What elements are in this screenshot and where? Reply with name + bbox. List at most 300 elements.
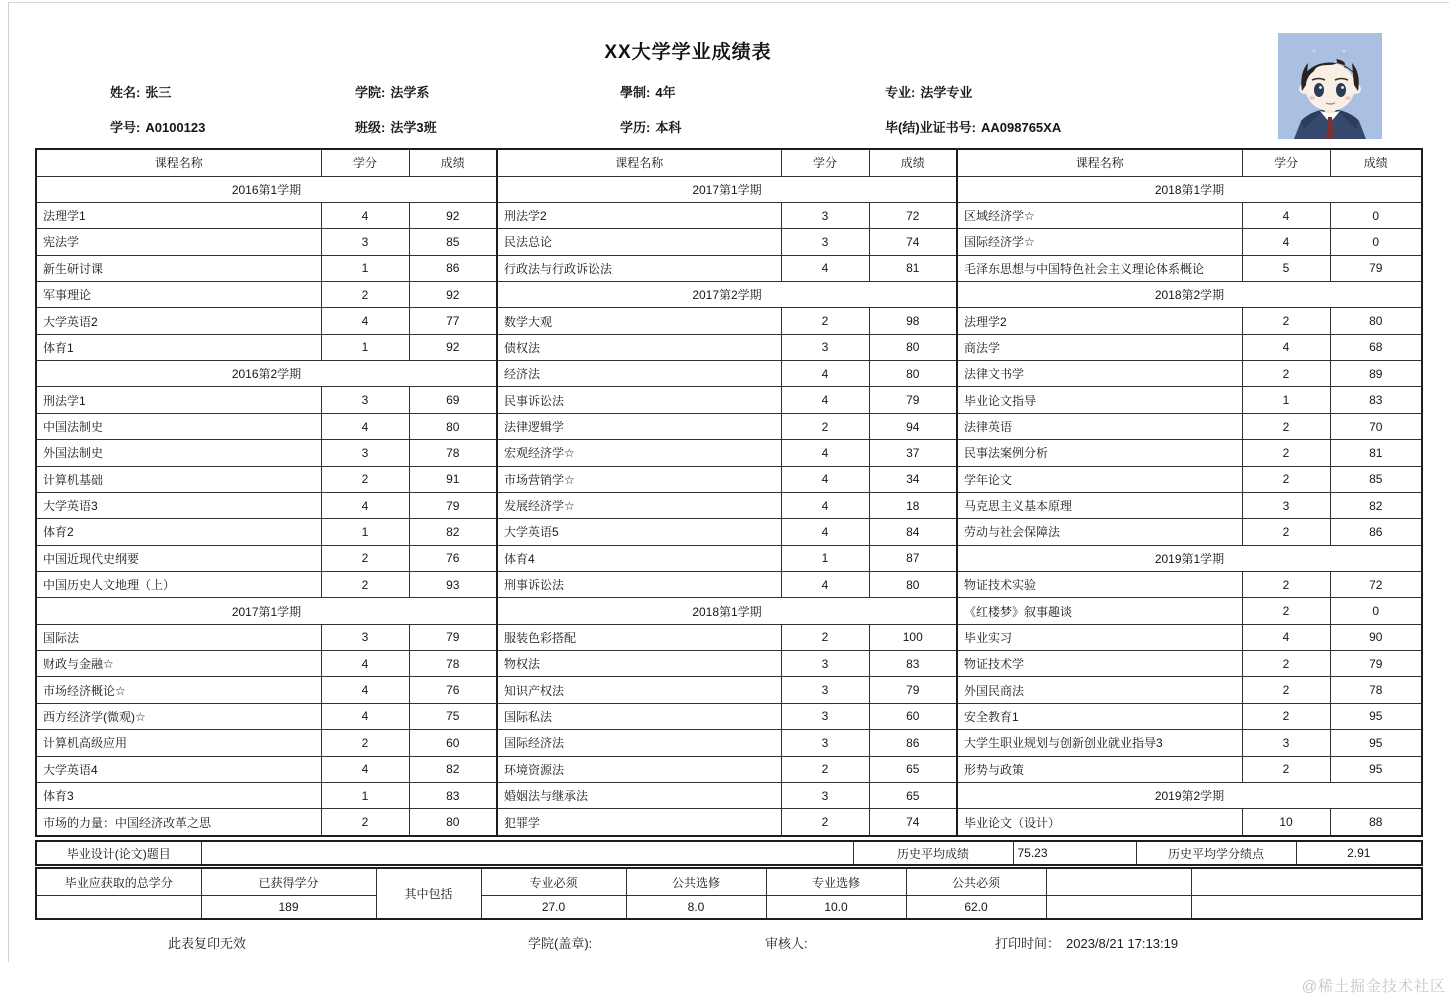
course-name-cell: 外国民商法 — [957, 677, 1242, 703]
credits-cell: 3 — [321, 440, 409, 466]
summary-credits-table — [35, 867, 1423, 920]
credits-cell: 4 — [321, 756, 409, 782]
course-name-cell: 新生研讨课 — [36, 255, 321, 281]
grade-cell: 70 — [1330, 413, 1422, 439]
course-name-cell: 体育2 — [36, 519, 321, 545]
summary-credits-value-row — [36, 896, 1422, 919]
grade-cell: 83 — [409, 782, 497, 808]
grade-cell: 0 — [1330, 202, 1422, 228]
credits-cell: 3 — [781, 730, 869, 756]
table-row — [36, 782, 1422, 808]
credits-cell: 4 — [781, 361, 869, 387]
credits-cell: 4 — [781, 492, 869, 518]
thesis-title-label: 毕业设计(论文)题目 — [36, 841, 201, 865]
grade-cell: 0 — [1330, 598, 1422, 624]
credits-cell: 4 — [781, 571, 869, 597]
course-name-cell: 物证技术实验 — [957, 571, 1242, 597]
column-header-cell: 学分 — [781, 149, 869, 176]
semester-header-cell: 2019第2学期 — [957, 782, 1422, 808]
field-college — [355, 82, 429, 101]
course-name-cell: 宪法学 — [36, 229, 321, 255]
grade-cell: 92 — [409, 282, 497, 308]
table-row — [36, 492, 1422, 518]
page-title: XX大学学业成绩表 — [604, 42, 772, 63]
course-name-cell: 物证技术学 — [957, 651, 1242, 677]
grade-cell: 65 — [869, 756, 957, 782]
semester-header-cell: 2018第2学期 — [957, 282, 1422, 308]
grade-cell: 90 — [1330, 624, 1422, 650]
credits-cell: 2 — [1242, 571, 1330, 597]
course-name-cell: 计算机基础 — [36, 466, 321, 492]
table-row — [36, 176, 1422, 202]
grade-cell: 80 — [869, 361, 957, 387]
college-seal-label: 学院(盖章): — [528, 936, 593, 951]
print-time — [995, 933, 1178, 952]
grade-cell: 92 — [409, 334, 497, 360]
table-row — [36, 624, 1422, 650]
course-name-cell: 刑法学1 — [36, 387, 321, 413]
field-name — [110, 82, 171, 101]
credits-cell: 3 — [781, 229, 869, 255]
grade-cell: 78 — [409, 440, 497, 466]
credits-cell: 4 — [781, 440, 869, 466]
grade-cell: 100 — [869, 624, 957, 650]
grade-cell: 79 — [1330, 255, 1422, 281]
grade-cell: 83 — [869, 651, 957, 677]
semester-header-cell: 2019第1学期 — [957, 545, 1422, 571]
column-header-cell: 学分 — [321, 149, 409, 176]
course-name-cell: 体育1 — [36, 334, 321, 360]
avg-gpa-value: 2.91 — [1296, 841, 1422, 865]
credits-cell: 4 — [1242, 624, 1330, 650]
field-degree — [620, 117, 681, 136]
semester-header-cell: 2016第2学期 — [36, 361, 497, 387]
grade-cell: 82 — [409, 756, 497, 782]
course-name-cell: 中国历史人文地理（上） — [36, 571, 321, 597]
grade-cell: 60 — [869, 703, 957, 729]
table-row — [36, 677, 1422, 703]
table-row — [36, 229, 1422, 255]
table-row — [36, 308, 1422, 334]
course-name-cell: 国际经济学☆ — [957, 229, 1242, 255]
watermark: @稀土掘金技术社区 — [1301, 978, 1446, 995]
course-name-cell: 西方经济学(微观)☆ — [36, 703, 321, 729]
credits-cell: 2 — [321, 571, 409, 597]
credits-cell: 10 — [1242, 809, 1330, 836]
semester-header-cell: 2018第1学期 — [957, 176, 1422, 202]
grade-cell: 80 — [409, 809, 497, 836]
course-name-cell: 毕业论文指导 — [957, 387, 1242, 413]
grade-cell: 89 — [1330, 361, 1422, 387]
course-name-cell: 民事诉讼法 — [497, 387, 781, 413]
grade-cell: 84 — [869, 519, 957, 545]
category-value: 27.0 — [481, 896, 626, 919]
course-name-cell: 刑事诉讼法 — [497, 571, 781, 597]
field-college-value: 法学系 — [390, 85, 430, 100]
course-name-cell: 债权法 — [497, 334, 781, 360]
grade-cell: 81 — [869, 255, 957, 281]
field-name-value: 张三 — [145, 85, 172, 100]
table-row — [36, 413, 1422, 439]
thesis-title-value — [201, 841, 853, 865]
course-name-cell: 数学大观 — [497, 308, 781, 334]
course-name-cell: 体育4 — [497, 545, 781, 571]
credits-cell: 1 — [781, 545, 869, 571]
grade-cell: 83 — [1330, 387, 1422, 413]
course-name-cell: 市场营销学☆ — [497, 466, 781, 492]
category-value: 8.0 — [626, 896, 766, 919]
grade-cell: 85 — [409, 229, 497, 255]
course-name-cell: 服装色彩搭配 — [497, 624, 781, 650]
course-name-cell: 知识产权法 — [497, 677, 781, 703]
grade-cell: 74 — [869, 229, 957, 255]
column-header-cell: 成绩 — [1330, 149, 1422, 176]
summary-credits-header-row — [36, 868, 1422, 896]
credits-cell: 2 — [321, 282, 409, 308]
column-header-cell: 课程名称 — [497, 149, 781, 176]
grade-cell: 60 — [409, 730, 497, 756]
credits-cell: 4 — [321, 413, 409, 439]
course-name-cell: 民事法案例分析 — [957, 440, 1242, 466]
field-certificate-no — [885, 117, 1061, 136]
grade-cell: 98 — [869, 308, 957, 334]
grade-cell: 95 — [1330, 703, 1422, 729]
field-college-label: 学院: — [355, 85, 386, 100]
credits-cell: 2 — [1242, 651, 1330, 677]
credits-cell: 2 — [781, 756, 869, 782]
course-name-cell: 国际法 — [36, 624, 321, 650]
course-name-cell: 婚姻法与继承法 — [497, 782, 781, 808]
course-name-cell: 安全教育1 — [957, 703, 1242, 729]
field-degree-label: 学历: — [620, 120, 651, 135]
course-name-cell: 大学英语3 — [36, 492, 321, 518]
field-certificate-no-label: 毕(结)业证书号: — [885, 120, 976, 135]
grade-cell: 78 — [409, 651, 497, 677]
credits-cell: 2 — [321, 545, 409, 571]
credits-cell: 2 — [1242, 677, 1330, 703]
field-student-id — [110, 117, 205, 136]
field-class-value: 法学3班 — [390, 120, 437, 135]
course-name-cell: 大学英语2 — [36, 308, 321, 334]
credits-cell: 2 — [1242, 361, 1330, 387]
credits-cell: 5 — [1242, 255, 1330, 281]
empty-cell — [1191, 868, 1422, 896]
credits-cell: 2 — [781, 413, 869, 439]
avg-gpa-label: 历史平均学分绩点 — [1136, 841, 1296, 865]
credits-cell: 3 — [321, 387, 409, 413]
field-class — [355, 117, 437, 136]
credits-cell: 4 — [321, 651, 409, 677]
course-name-cell: 学年论文 — [957, 466, 1242, 492]
credits-cell: 4 — [321, 492, 409, 518]
credits-cell: 3 — [781, 782, 869, 808]
semester-header-cell: 2016第1学期 — [36, 176, 497, 202]
field-duration-value: 4年 — [655, 85, 676, 100]
credits-cell: 4 — [1242, 202, 1330, 228]
grade-cell: 86 — [869, 730, 957, 756]
credits-cell: 3 — [781, 334, 869, 360]
grade-cell: 18 — [869, 492, 957, 518]
credits-cell: 3 — [781, 703, 869, 729]
grade-cell: 78 — [1330, 677, 1422, 703]
credits-cell: 2 — [1242, 308, 1330, 334]
grade-cell: 37 — [869, 440, 957, 466]
credits-cell: 4 — [321, 202, 409, 228]
credits-cell: 4 — [321, 703, 409, 729]
course-name-cell: 《红楼梦》叙事趣谈 — [957, 598, 1242, 624]
grade-cell: 68 — [1330, 334, 1422, 360]
grade-cell: 86 — [1330, 519, 1422, 545]
grade-cell: 82 — [1330, 492, 1422, 518]
column-header-cell: 课程名称 — [957, 149, 1242, 176]
total-required-label: 毕业应获取的总学分 — [36, 868, 201, 896]
grade-cell: 74 — [869, 809, 957, 836]
earned-credits-label: 已获得学分 — [201, 868, 376, 896]
table-row — [36, 545, 1422, 571]
course-name-cell: 军事理论 — [36, 282, 321, 308]
table-row — [36, 334, 1422, 360]
credits-cell: 4 — [1242, 229, 1330, 255]
table-row — [36, 361, 1422, 387]
credits-cell: 2 — [1242, 598, 1330, 624]
course-name-cell: 财政与金融☆ — [36, 651, 321, 677]
grade-cell: 80 — [1330, 308, 1422, 334]
grade-cell: 93 — [409, 571, 497, 597]
course-name-cell: 市场经济概论☆ — [36, 677, 321, 703]
field-major-value: 法学专业 — [920, 85, 973, 100]
transcript-table — [35, 148, 1423, 837]
grade-cell: 69 — [409, 387, 497, 413]
total-required-value — [36, 896, 201, 919]
grade-cell: 0 — [1330, 229, 1422, 255]
column-header-cell: 成绩 — [869, 149, 957, 176]
credits-cell: 3 — [321, 624, 409, 650]
grade-cell: 95 — [1330, 730, 1422, 756]
grade-cell: 81 — [1330, 440, 1422, 466]
column-header-cell: 学分 — [1242, 149, 1330, 176]
grade-cell: 34 — [869, 466, 957, 492]
course-name-cell: 犯罪学 — [497, 809, 781, 836]
course-name-cell: 国际经济法 — [497, 730, 781, 756]
course-name-cell: 宏观经济学☆ — [497, 440, 781, 466]
table-row — [36, 519, 1422, 545]
table-row — [36, 202, 1422, 228]
course-name-cell: 形势与政策 — [957, 756, 1242, 782]
credits-cell: 2 — [1242, 466, 1330, 492]
table-row — [36, 598, 1422, 624]
semester-header-cell: 2018第1学期 — [497, 598, 957, 624]
credits-cell: 2 — [1242, 519, 1330, 545]
category-label: 专业必须 — [481, 868, 626, 896]
credits-cell: 2 — [321, 466, 409, 492]
includes-label: 其中包括 — [376, 868, 481, 919]
field-class-label: 班级: — [355, 120, 386, 135]
semester-header-cell: 2017第1学期 — [497, 176, 957, 202]
column-header-cell: 课程名称 — [36, 149, 321, 176]
course-name-cell: 大学英语5 — [497, 519, 781, 545]
course-name-cell: 大学英语4 — [36, 756, 321, 782]
field-duration — [620, 82, 676, 101]
table-row — [36, 756, 1422, 782]
course-name-cell: 法律逻辑学 — [497, 413, 781, 439]
table-header-row — [36, 149, 1422, 176]
course-name-cell: 马克思主义基本原理 — [957, 492, 1242, 518]
course-name-cell: 毕业实习 — [957, 624, 1242, 650]
course-name-cell: 行政法与行政诉讼法 — [497, 255, 781, 281]
grade-cell: 76 — [409, 677, 497, 703]
field-name-label: 姓名: — [110, 85, 141, 100]
credits-cell: 3 — [1242, 492, 1330, 518]
course-name-cell: 法律文书学 — [957, 361, 1242, 387]
grade-cell: 79 — [409, 624, 497, 650]
course-name-cell: 中国近现代史纲要 — [36, 545, 321, 571]
credits-cell: 2 — [781, 624, 869, 650]
credits-cell: 3 — [1242, 730, 1330, 756]
avg-score-label: 历史平均成绩 — [853, 841, 1013, 865]
empty-cell — [1046, 868, 1191, 896]
earned-credits-value: 189 — [201, 896, 376, 919]
semester-header-cell: 2017第1学期 — [36, 598, 497, 624]
grade-cell: 85 — [1330, 466, 1422, 492]
grade-cell: 86 — [409, 255, 497, 281]
course-name-cell: 计算机高级应用 — [36, 730, 321, 756]
course-name-cell: 商法学 — [957, 334, 1242, 360]
table-row — [36, 703, 1422, 729]
credits-cell: 2 — [781, 809, 869, 836]
course-name-cell: 法律英语 — [957, 413, 1242, 439]
course-name-cell: 发展经济学☆ — [497, 492, 781, 518]
grade-cell: 79 — [869, 387, 957, 413]
course-name-cell: 刑法学2 — [497, 202, 781, 228]
credits-cell: 2 — [321, 730, 409, 756]
credits-cell: 2 — [781, 308, 869, 334]
copy-invalid-notice: 此表复印无效 — [168, 936, 247, 951]
grade-cell: 72 — [1330, 571, 1422, 597]
credits-cell: 3 — [321, 229, 409, 255]
course-name-cell: 区域经济学☆ — [957, 202, 1242, 228]
grade-cell: 82 — [409, 519, 497, 545]
course-name-cell: 毛泽东思想与中国特色社会主义理论体系概论 — [957, 255, 1242, 281]
table-row — [36, 466, 1422, 492]
category-label: 公共选修 — [626, 868, 766, 896]
field-degree-value: 本科 — [655, 120, 682, 135]
table-row — [36, 440, 1422, 466]
empty-cell — [1046, 896, 1191, 919]
credits-cell: 4 — [1242, 334, 1330, 360]
credits-cell: 4 — [321, 677, 409, 703]
course-name-cell: 物权法 — [497, 651, 781, 677]
print-time-label: 打印时间： — [995, 936, 1061, 951]
course-name-cell: 经济法 — [497, 361, 781, 387]
credits-cell: 3 — [781, 677, 869, 703]
field-major — [885, 82, 972, 101]
grade-cell: 88 — [1330, 809, 1422, 836]
credits-cell: 2 — [321, 809, 409, 836]
grade-cell: 75 — [409, 703, 497, 729]
credits-cell: 2 — [1242, 440, 1330, 466]
field-duration-label: 學制: — [620, 85, 651, 100]
credits-cell: 2 — [1242, 413, 1330, 439]
field-student-id-value: A0100123 — [145, 120, 206, 135]
credits-cell: 1 — [321, 519, 409, 545]
table-row — [36, 730, 1422, 756]
grade-cell: 91 — [409, 466, 497, 492]
credits-cell: 2 — [1242, 703, 1330, 729]
category-value: 10.0 — [766, 896, 906, 919]
grade-cell: 80 — [409, 413, 497, 439]
grade-cell: 95 — [1330, 756, 1422, 782]
field-student-id-label: 学号: — [110, 120, 141, 135]
avg-score-value: 75.23 — [1013, 841, 1136, 865]
table-row — [36, 571, 1422, 597]
empty-cell — [1191, 896, 1422, 919]
credits-cell: 1 — [321, 255, 409, 281]
course-name-cell: 劳动与社会保障法 — [957, 519, 1242, 545]
credits-cell: 4 — [781, 255, 869, 281]
course-name-cell: 大学生职业规划与创新创业就业指导3 — [957, 730, 1242, 756]
course-name-cell: 市场的力量：中国经济改革之思 — [36, 809, 321, 836]
grade-cell: 92 — [409, 202, 497, 228]
grade-cell: 79 — [409, 492, 497, 518]
summary-thesis-row — [36, 841, 1422, 865]
transcript-table-body — [36, 149, 1422, 836]
print-time-value: 2023/8/21 17:13:19 — [1066, 936, 1179, 951]
column-header-cell: 成绩 — [409, 149, 497, 176]
table-row — [36, 651, 1422, 677]
credits-cell: 4 — [321, 308, 409, 334]
course-name-cell: 法理学1 — [36, 202, 321, 228]
grade-cell: 79 — [869, 677, 957, 703]
course-name-cell: 外国法制史 — [36, 440, 321, 466]
grade-cell: 80 — [869, 571, 957, 597]
grade-cell: 72 — [869, 202, 957, 228]
grade-cell: 77 — [409, 308, 497, 334]
summary-row-thesis — [35, 840, 1423, 866]
credits-cell: 1 — [321, 334, 409, 360]
course-name-cell: 法理学2 — [957, 308, 1242, 334]
credits-cell: 4 — [781, 466, 869, 492]
course-name-cell: 中国法制史 — [36, 413, 321, 439]
category-label: 专业选修 — [766, 868, 906, 896]
credits-cell: 1 — [1242, 387, 1330, 413]
grade-cell: 80 — [869, 334, 957, 360]
grade-cell: 65 — [869, 782, 957, 808]
table-row — [36, 809, 1422, 836]
course-name-cell: 环境资源法 — [497, 756, 781, 782]
credits-cell: 1 — [321, 782, 409, 808]
grade-cell: 94 — [869, 413, 957, 439]
grade-cell: 79 — [1330, 651, 1422, 677]
table-row — [36, 282, 1422, 308]
category-value: 62.0 — [906, 896, 1046, 919]
field-major-label: 专业: — [885, 85, 916, 100]
page-edge-line — [8, 2, 1449, 3]
credits-cell: 3 — [781, 651, 869, 677]
credits-cell: 3 — [781, 202, 869, 228]
credits-cell: 4 — [781, 387, 869, 413]
table-row — [36, 255, 1422, 281]
semester-header-cell: 2017第2学期 — [497, 282, 957, 308]
field-certificate-no-value: AA098765XA — [981, 120, 1062, 135]
course-name-cell: 国际私法 — [497, 703, 781, 729]
grade-cell: 76 — [409, 545, 497, 571]
page-edge-line — [8, 2, 9, 962]
credits-cell: 4 — [781, 519, 869, 545]
student-photo — [1278, 33, 1382, 139]
grade-cell: 87 — [869, 545, 957, 571]
category-label: 公共必须 — [906, 868, 1046, 896]
table-row — [36, 387, 1422, 413]
